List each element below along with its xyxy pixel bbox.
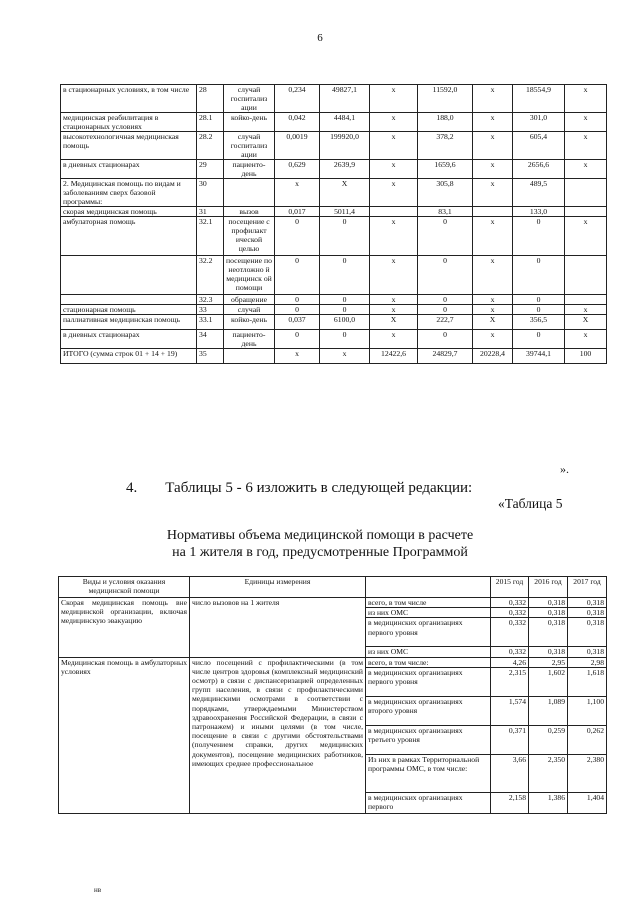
kind-cell: Скорая медицинская помощь вне медицинской организации, включая медицинскую эвакуацию [59,598,190,658]
row-value: 0 [320,295,370,305]
row-unit: посещение по неотложно й медицинск ой помощи [224,256,275,295]
row-unit: посещение с профилакт ической целью [224,217,275,256]
row-value: 0 [275,217,320,256]
row-value: 356,5 [513,315,565,330]
row-value: х [473,113,513,132]
row-code: 33 [197,305,224,315]
row-value: х [565,160,607,179]
row-value: 0 [275,305,320,315]
row-value: 0 [275,330,320,349]
row-label: всего, в том числе: [366,657,491,667]
row-value: х [473,179,513,207]
table-row [61,315,607,330]
row-label: в медицинских организациях первого уровня [366,618,491,647]
header-kind: Виды и условия оказания медицинской помощи [59,577,190,598]
row-value: 0,371 [491,725,529,754]
row-value: Х [565,315,607,330]
row-unit: случай госпитализ ации [224,85,275,113]
row-code: 35 [197,349,224,364]
row-label: из них ОМС [366,608,491,618]
row-value: 1,089 [529,696,568,725]
row-value: 6100,0 [320,315,370,330]
row-value: 0 [320,256,370,295]
row-value: 0,042 [275,113,320,132]
row-value: 0,0019 [275,132,320,160]
row-value: х [565,330,607,349]
volume-norms-table [58,576,607,814]
row-value: х [473,132,513,160]
row-name: в стационарных условиях, в том числе [61,85,197,113]
row-value: 0 [513,305,565,315]
header-blank [366,577,491,598]
table-row [61,256,607,295]
row-name: высокотехнологичная медицинская помощь [61,132,197,160]
row-unit: пациенто-день [224,330,275,349]
row-value: 0 [513,217,565,256]
row-value [565,295,607,305]
row-name [61,256,197,295]
row-unit: койко-день [224,315,275,330]
row-value [565,207,607,217]
row-value: 0,318 [568,608,607,618]
row-value: 0 [418,305,473,315]
row-name: медицинская реабилитация в стационарных условиях [61,113,197,132]
row-code: 28 [197,85,224,113]
row-value: 0 [320,330,370,349]
unit-cell: число посещений с профилактическими (в том числе центров здоровья (комплексный медицинский осмотр) в связи с диспансеризацией определенных групп населения, в связи с профилактическими медицинскими осмотрами в соответствии с порядками, утверждаемыми Министерством здравоохранения Российской Федерации, в связи с патронажем) и иными целями (в том числе, посещение в связи с другими обстоятельствами (получением справки, других медицинских документов), посещение медицинских работников, имеющих среднее профессиональное [190,657,366,813]
services-volume-table [60,84,607,364]
row-value: 305,8 [418,179,473,207]
row-unit: койко-день [224,113,275,132]
table-title-line: Нормативы объема медицинской помощи в расчете [166,528,474,543]
row-value: 12422,6 [370,349,418,364]
row-label: в медицинских организациях третьего уровня [366,725,491,754]
row-code: 28.1 [197,113,224,132]
row-value: 100 [565,349,607,364]
row-value: 20228,4 [473,349,513,364]
row-value: 1,404 [568,792,607,813]
row-name: скорая медицинская помощь [61,207,197,217]
row-value: 11592,0 [418,85,473,113]
row-unit: случай [224,305,275,315]
table-row [61,85,607,113]
row-value: 1,602 [529,667,568,696]
row-value: 0,332 [491,608,529,618]
row-code: 34 [197,330,224,349]
row-value: 0,262 [568,725,607,754]
table-row [61,217,607,256]
row-value: 0,332 [491,647,529,657]
row-value: 378,2 [418,132,473,160]
table-row [61,113,607,132]
row-value: 0 [513,330,565,349]
row-value: х [370,85,418,113]
table-row [61,207,607,217]
section-number: 4. [126,480,138,496]
row-unit [224,179,275,207]
row-value: х [565,85,607,113]
row-value: х [370,305,418,315]
row-code: 29 [197,160,224,179]
row-label: всего, в том числе [366,598,491,608]
row-value: х [275,179,320,207]
row-name: 2. Медицинская помощь по видам и заболеваниям сверх базовой программы: [61,179,197,207]
row-value: х [565,217,607,256]
row-code: 31 [197,207,224,217]
row-value: х [370,179,418,207]
row-value: х [370,256,418,295]
row-value: 2,98 [568,657,607,667]
row-name: паллиативная медицинская помощь [61,315,197,330]
row-value: 0,318 [568,618,607,647]
row-value: 199920,0 [320,132,370,160]
row-value: х [473,160,513,179]
section-text: Таблицы 5 - 6 изложить в следующей редакции: [165,480,473,496]
row-value: 0 [418,295,473,305]
row-value: 133,0 [513,207,565,217]
row-unit: пациенто-день [224,160,275,179]
row-code: 32.1 [197,217,224,256]
table-row [59,598,607,608]
row-value: 49827,1 [320,85,370,113]
row-value: 1,100 [568,696,607,725]
header-row [59,577,607,598]
row-value: х [473,305,513,315]
row-value: 605,4 [513,132,565,160]
row-value [565,256,607,295]
row-value: 0 [418,330,473,349]
row-code: 32.2 [197,256,224,295]
row-label: в медицинских организациях первого уровня [366,667,491,696]
row-value: 4,26 [491,657,529,667]
table-row [61,160,607,179]
row-label: Из них в рамках Территориальной программы ОМС, в том числе: [366,754,491,792]
row-value: 0 [513,295,565,305]
row-value: 0 [320,305,370,315]
table-label: «Таблица 5 [498,496,563,511]
row-value: х [370,113,418,132]
row-value: х [473,256,513,295]
row-value: х [370,295,418,305]
row-value: х [565,113,607,132]
row-value: х [473,85,513,113]
row-code: 28.2 [197,132,224,160]
footer-mark: нв [94,886,102,894]
row-value: Х [320,179,370,207]
row-unit [224,349,275,364]
row-value: 188,0 [418,113,473,132]
header-2015: 2015 год [491,577,529,598]
row-value: 1,574 [491,696,529,725]
table-row [61,305,607,315]
row-value: 1,618 [568,667,607,696]
row-code: 32.3 [197,295,224,305]
row-value: 0,332 [491,598,529,608]
row-name [61,295,197,305]
section-item [126,480,500,497]
kind-cell: Медицинская помощь в амбулаторных условиях [59,657,190,813]
row-label: из них ОМС [366,647,491,657]
row-value: 2,95 [529,657,568,667]
table-row [59,657,607,667]
row-value: 2656,6 [513,160,565,179]
row-value: 0,017 [275,207,320,217]
row-value: х [370,330,418,349]
row-unit: обращение [224,295,275,305]
row-value: 18554,9 [513,85,565,113]
row-value: х [320,349,370,364]
unit-cell: число вызовов на 1 жителя [190,598,366,658]
row-value: 0,332 [491,618,529,647]
row-value: х [473,217,513,256]
row-value: 39744,1 [513,349,565,364]
row-value: х [565,305,607,315]
row-value: 2,350 [529,754,568,792]
table-title-line: на 1 жителя в год, предусмотренные Программой [172,545,468,560]
row-value: х [473,330,513,349]
row-value: х [370,217,418,256]
row-name: амбулаторная помощь [61,217,197,256]
row-value: Х [473,315,513,330]
row-value: 2639,9 [320,160,370,179]
row-value: 0 [275,256,320,295]
table-row [61,132,607,160]
row-label: в медицинских организациях первого [366,792,491,813]
row-name: ИТОГО (сумма строк 01 + 14 + 19) [61,349,197,364]
row-value: 0,318 [568,598,607,608]
row-value: 222,7 [418,315,473,330]
row-value [370,207,418,217]
row-value: 3,66 [491,754,529,792]
row-code: 30 [197,179,224,207]
row-value: 2,315 [491,667,529,696]
row-value: х [565,132,607,160]
row-value: 0,318 [529,647,568,657]
row-value: 0 [320,217,370,256]
page-number: 6 [317,32,323,44]
closing-mark: ». [560,462,569,476]
row-value: 83,1 [418,207,473,217]
row-value: 2,380 [568,754,607,792]
row-value: 0 [275,295,320,305]
row-value: Х [370,315,418,330]
row-value: х [370,132,418,160]
row-value: 0,259 [529,725,568,754]
table-row [61,295,607,305]
row-value: 1659,6 [418,160,473,179]
row-value: 0,318 [529,598,568,608]
row-name: стационарная помощь [61,305,197,315]
row-value: 5011,4 [320,207,370,217]
row-value: 0,318 [529,618,568,647]
row-value: 0,318 [529,608,568,618]
row-name: в дневных стационарах [61,330,197,349]
row-value: 1,386 [529,792,568,813]
row-value: 301,0 [513,113,565,132]
row-value [565,179,607,207]
row-value: 24829,7 [418,349,473,364]
header-2016: 2016 год [529,577,568,598]
row-unit: случай госпитализ ации [224,132,275,160]
table-title [0,527,640,561]
row-value: 0 [418,256,473,295]
row-unit: вызов [224,207,275,217]
row-name: в дневных стационарах [61,160,197,179]
header-2017: 2017 год [568,577,607,598]
row-value: 2,158 [491,792,529,813]
row-value [473,207,513,217]
row-value: 0,037 [275,315,320,330]
row-value: 0,629 [275,160,320,179]
row-value: 4484,1 [320,113,370,132]
row-value: 489,5 [513,179,565,207]
table-row [61,179,607,207]
row-label: в медицинских организациях второго уровня [366,696,491,725]
header-units: Единицы измерения [190,577,366,598]
table-row [61,349,607,364]
row-code: 33.1 [197,315,224,330]
row-value: 0 [418,217,473,256]
row-value: х [275,349,320,364]
row-value: 0,234 [275,85,320,113]
row-value: х [370,160,418,179]
row-value: х [473,295,513,305]
row-value: 0,318 [568,647,607,657]
table-row [61,330,607,349]
row-value: 0 [513,256,565,295]
